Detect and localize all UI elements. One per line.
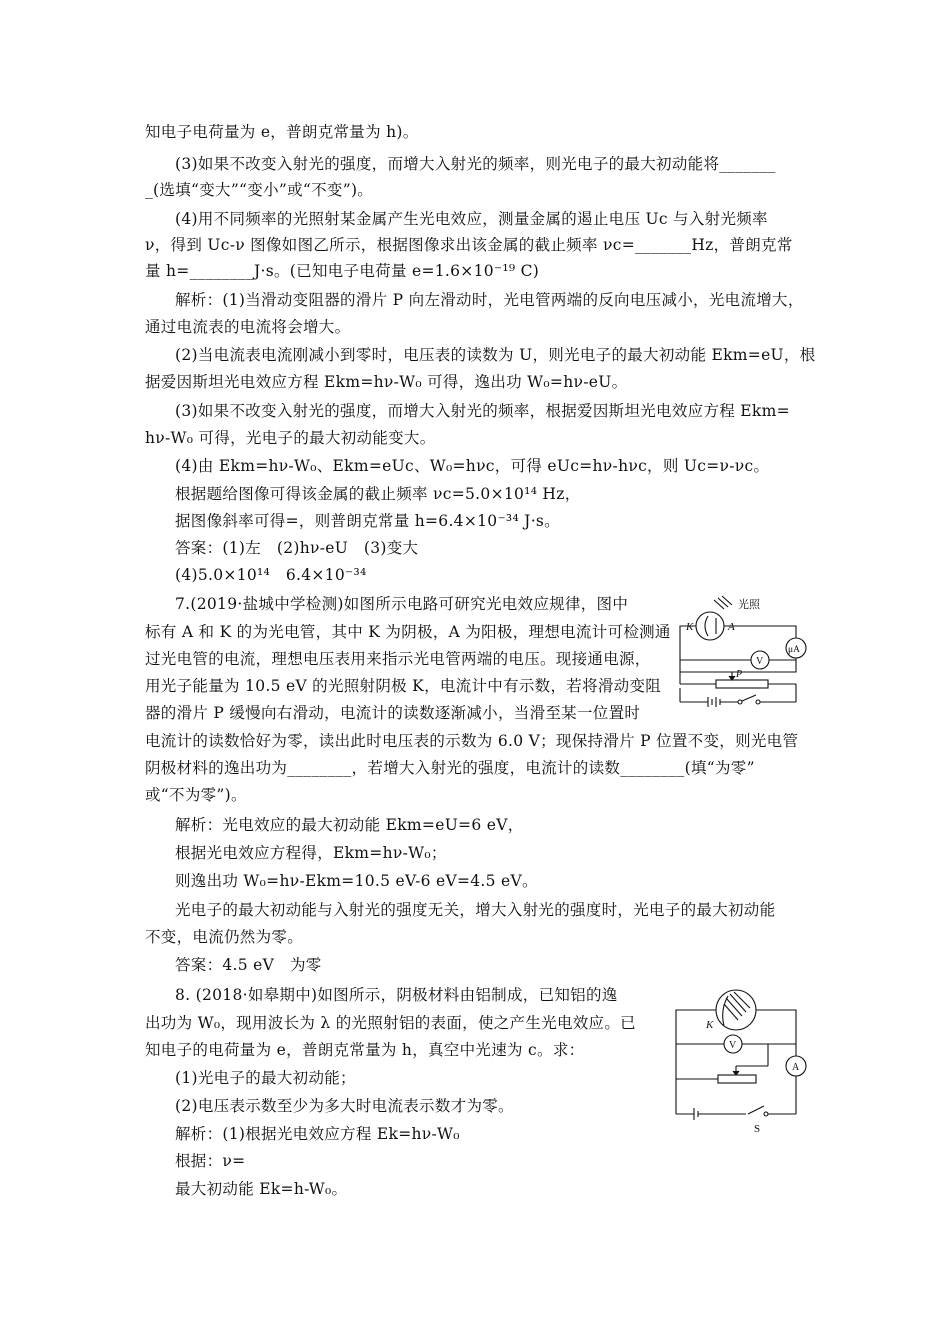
light-label: 光照	[738, 599, 760, 611]
text-line: 据图像斜率可得=，则普朗克常量 h=6.4×10⁻³⁴ J·s。	[175, 512, 560, 530]
text-line: (3)如果不改变入射光的强度，而增大入射光的频率，根据爱因斯坦光电效应方程 Ekm=	[175, 402, 790, 420]
battery-icon	[708, 697, 720, 707]
text-line: hν-W₀ 可得，光电子的最大初动能变大。	[145, 429, 436, 447]
text-line: 根据题给图像可得该金属的截止频率 νc=5.0×10¹⁴ Hz，	[175, 485, 581, 503]
text-line: (2)当电流表电流刚减小到零时，电压表的读数为 U，则光电子的最大初动能 Ekm=eU，根	[175, 346, 816, 364]
switch-icon	[742, 695, 756, 701]
text-line: 或“不为零”)。	[145, 786, 247, 804]
switch-icon	[748, 1106, 764, 1114]
cathode-label: K	[686, 621, 694, 633]
text-line: 解析：(1)根据光电效应方程 Ek=hν-W₀	[175, 1125, 460, 1143]
text-line: 量 h=________J·s。(已知电子电荷量 e=1.6×10⁻¹⁹ C)	[145, 262, 540, 280]
text-line: (4)用不同频率的光照射某金属产生光电效应，测量金属的遏止电压 Uc 与入射光频率	[175, 210, 768, 228]
text-line: 8. (2018·如皋期中)如图所示，阴极材料由铝制成，已知铝的逸	[175, 986, 618, 1004]
text-line: 器的滑片 P 缓慢向右滑动，电流计的读数逐渐减小，当滑至某一位置时	[145, 704, 641, 722]
text-line: 阴极材料的逸出功为________，若增大入射光的强度，电流计的读数________(填“为零”	[145, 759, 755, 777]
text-line: 不变，电流仍然为零。	[145, 928, 304, 946]
rheostat	[718, 1075, 756, 1083]
text-line: 最大初动能 Ek=h-W₀。	[175, 1180, 348, 1198]
light-rays-icon	[714, 596, 732, 609]
text-line: (1)光电子的最大初动能；	[175, 1069, 356, 1087]
text-line: 知电子电荷量为 e，普朗克常量为 h)。	[145, 123, 419, 141]
battery-icon	[694, 1108, 698, 1120]
text-line: (3)如果不改变入射光的强度，而增大入射光的频率，则光电子的最大初动能将_______	[175, 155, 776, 173]
text-line: 答案：(1)左 (2)hν-eU (3)变大	[175, 539, 419, 557]
text-line: 7.(2019·盐城中学检测)如图所示电路可研究光电效应规律，图中	[175, 595, 629, 613]
text-line: 根据光电效应方程得，Ekm=hν-W₀；	[175, 844, 447, 862]
text-line: 电流计的读数恰好为零，读出此时电压表的示数为 6.0 V；现保持滑片 P 位置不变，则光电管	[145, 732, 799, 750]
text-line: 答案：4.5 eV 为零	[175, 956, 322, 974]
text-line: 光电子的最大初动能与入射光的强度无关，增大入射光的强度时，光电子的最大初动能	[175, 901, 776, 919]
phototube	[696, 612, 724, 640]
text-line: 解析：(1)当滑动变阻器的滑片 P 向左滑动时，光电管两端的反向电压减小，光电流增大，	[175, 291, 804, 309]
rheostat	[716, 680, 768, 688]
text-line: 标有 A 和 K 的为光电管，其中 K 为阴极，A 为阳极，理想电流计可检测通	[145, 623, 671, 641]
text-line: 出功为 W₀，现用波长为 λ 的光照射铝的表面，使之产生光电效应。已	[145, 1014, 636, 1032]
circuit-diagram-1	[672, 594, 812, 722]
text-line: 解析：光电效应的最大初动能 Ekm=eU=6 eV，	[175, 816, 524, 834]
text-line: (4)由 Ekm=hν-W₀、Ekm=eUc、W₀=hνc，可得 eUc=hν-hνc，则 Uc=ν-νc。	[175, 457, 770, 475]
svg-text:V: V	[729, 1040, 737, 1051]
text-line: _(选填“变大”“变小”或“不变”)。	[145, 181, 374, 199]
text-line: (4)5.0×10¹⁴ 6.4×10⁻³⁴	[175, 566, 367, 584]
text-line: 过光电管的电流，理想电压表用来指示光电管两端的电压。现接通电源，	[145, 650, 651, 668]
text-line: 通过电流表的电流将会增大。	[145, 318, 351, 336]
circuit-diagram-2	[668, 980, 810, 1136]
text-line: (2)电压表示数至少为多大时电流表示数才为零。	[175, 1097, 514, 1115]
text-line: 知电子的电荷量为 e，普朗克常量为 h，真空中光速为 c。求：	[145, 1041, 585, 1059]
slider-label: P	[736, 669, 743, 680]
svg-text:A: A	[792, 1062, 800, 1073]
text-line: ν，得到 Uc-ν 图像如图乙所示，根据图像求出该金属的截止频率 νc=_______Hz，普朗克常	[145, 236, 793, 254]
svg-text:V: V	[756, 656, 764, 667]
text-line: 用光子能量为 10.5 eV 的光照射阴极 K，电流计中有示数，若将滑动变阻	[145, 677, 662, 695]
anode-label: A	[728, 621, 735, 633]
switch-label: S	[754, 1123, 761, 1135]
cathode-label: K	[706, 1019, 714, 1031]
text-line: 根据：ν=	[175, 1152, 246, 1170]
svg-text:μA: μA	[788, 645, 800, 655]
text-line: 则逸出功 W₀=hν-Ekm=10.5 eV-6 eV=4.5 eV。	[175, 872, 538, 890]
text-line: 据爱因斯坦光电效应方程 Ekm=hν-W₀ 可得，逸出功 W₀=hν-eU。	[145, 373, 628, 391]
